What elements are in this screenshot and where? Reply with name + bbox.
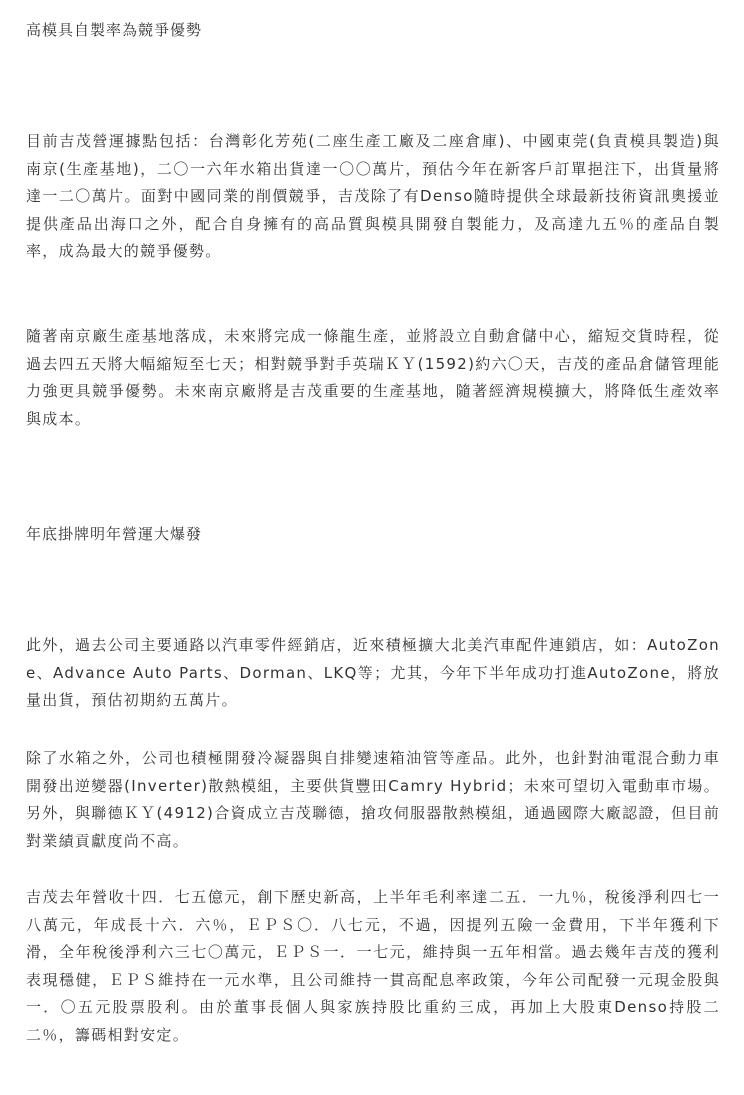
paragraph-operations: 目前吉茂營運據點包括：台灣彰化芳苑(二座生產工廠及二座倉庫)、中國東莞(負責模具製造)與南京(生產基地)，二〇一六年水箱出貨達一〇〇萬片，預估今年在新客戶訂單挹注下，出貨量將達一二〇萬片。面對中國同業的削價競爭，吉茂除了有Denso隨時提供全球最新技術資訊奧援並提供產品出海口之外，配合自身擁有的高品質與模具開發自製能力，及高達九五％的產品自製率，成為最大的競爭優勢。 (26, 132, 720, 261)
paragraph-financials: 吉茂去年營收十四．七五億元，創下歷史新高，上半年毛利率達二五．一九％，稅後淨利四七一八萬元，年成長十六．六％，ＥＰＳ〇．八七元，不過，因提列五險一金費用，下半年獲利下滑，全年稅後淨利六三七〇萬元，ＥＰＳ一．一七元，維持與一五年相當。過去幾年吉茂的獲利表現穩健，ＥＰＳ維持在一元水準，且公司維持一貫高配息率政策，今年公司配發一元現金股與一．〇五元股票股利。由於董事長個人與家族持股比重約三成，再加上大股東Denso持股二二％，籌碼相對安定。 (26, 888, 720, 1044)
section-heading-listing-outlook: 年底掛牌明年營運大爆發 (26, 525, 203, 543)
section-heading-competitive-advantage: 高模具自製率為競爭優勢 (26, 21, 203, 39)
paragraph-new-products: 除了水箱之外，公司也積極開發冷凝器與自排變速箱油管等產品。此外，也針對油電混合動力車開發出逆變器(Inverter)散熱模組，主要供貨豐田Camry Hybrid；未來可望切入電動車市場。另外，與聯德ＫＹ(4912)合資成立吉茂聯德，搶攻伺服器散熱模組，通過國際大廠認證，但目前對業績貢獻度尚不高。 (26, 749, 720, 850)
paragraph-nanjing-factory: 隨著南京廠生產基地落成，未來將完成一條龍生產，並將設立自動倉儲中心，縮短交貨時程，從過去四五天將大幅縮短至七天；相對競爭對手英瑞ＫＹ(1592)約六〇天，吉茂的產品倉儲管理能力強更具競爭優勢。未來南京廠將是吉茂重要的生產基地，隨著經濟規模擴大，將降低生產效率與成本。 (26, 327, 720, 428)
paragraph-north-america-channels: 此外，過去公司主要通路以汽車零件經銷店，近來積極擴大北美汽車配件連鎖店，如：AutoZone、Advance Auto Parts、Dorman、LKQ等；尤其，今年下半年成功打進AutoZone，將放量出貨，預估初期約五萬片。 (26, 636, 720, 710)
